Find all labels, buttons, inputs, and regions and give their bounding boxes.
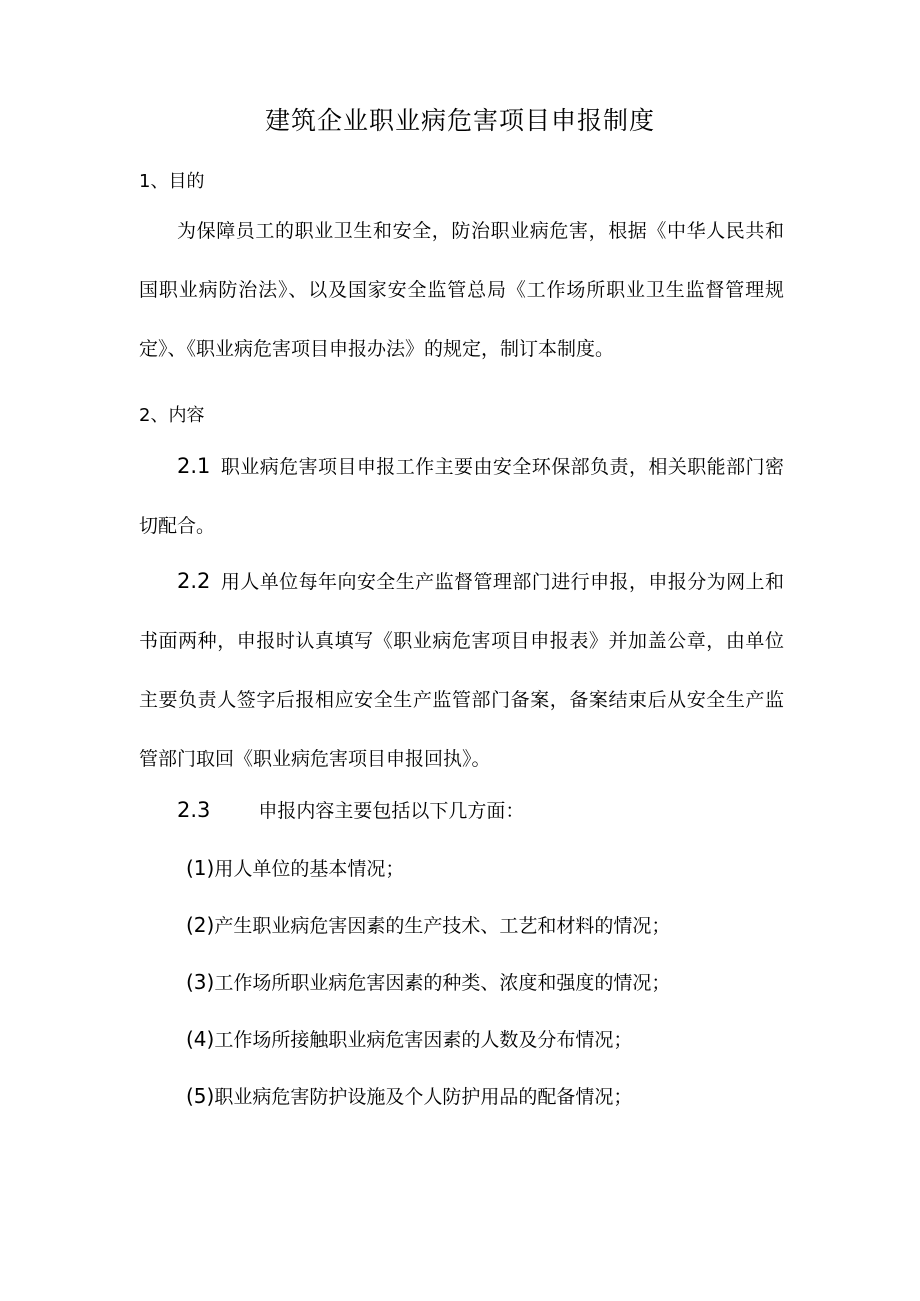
list-item	[186, 853, 404, 884]
list-item-text: 工作场所接触职业病危害因素的人数及分布情况；	[214, 1029, 633, 1051]
list-item-text: 用人单位的基本情况；	[214, 858, 405, 880]
section-heading-content: 2、内容	[139, 405, 205, 426]
list-item-marker: (5)	[186, 1084, 215, 1108]
list-item	[186, 910, 670, 941]
purpose-paragraph: 为保障员工的职业卫生和安全，防治职业病危害，根据《中华人民共和国职业病防治法》、以及国家安全监管总局《工作场所职业卫生监督管理规定》、《职业病危害项目申报办法》的规定，制订本制度。	[139, 220, 784, 360]
clause-2-3	[139, 781, 784, 841]
clause-number: 2.1	[177, 454, 211, 478]
section-heading-purpose: 1、目的	[139, 171, 205, 192]
clause-text: 用人单位每年向安全生产监督管理部门进行申报，申报分为网上和书面两种，申报时认真填写《职业病危害项目申报表》并加盖公章，由单位主要负责人签字后报相应安全生产监管部门备案，备案结束后从安全生产监管部门取回《职业病危害项目申报回执》。	[139, 571, 784, 770]
list-item	[186, 967, 670, 998]
clause-2-2	[139, 552, 784, 789]
list-item	[186, 1081, 632, 1112]
list-item-marker: (1)	[186, 856, 215, 880]
list-item-text: 工作场所职业病危害因素的种类、浓度和强度的情况；	[214, 972, 671, 994]
document-title: 建筑企业职业病危害项目申报制度	[264, 106, 655, 135]
clause-text: 职业病危害项目申报工作主要由安全环保部负责，相关职能部门密切配合。	[139, 456, 784, 537]
list-item-text: 职业病危害防护设施及个人防护用品的配备情况；	[214, 1086, 633, 1108]
clause-text: 申报内容主要包括以下几方面：	[258, 800, 525, 822]
clause-2-1	[139, 437, 784, 556]
list-item	[186, 1024, 632, 1055]
clause-number: 2.3	[177, 798, 211, 822]
list-item-marker: (4)	[186, 1027, 215, 1051]
list-item-marker: (3)	[186, 970, 215, 994]
clause-number: 2.2	[177, 569, 211, 593]
list-item-marker: (2)	[186, 913, 215, 937]
list-item-text: 产生职业病危害因素的生产技术、工艺和材料的情况；	[214, 915, 671, 937]
